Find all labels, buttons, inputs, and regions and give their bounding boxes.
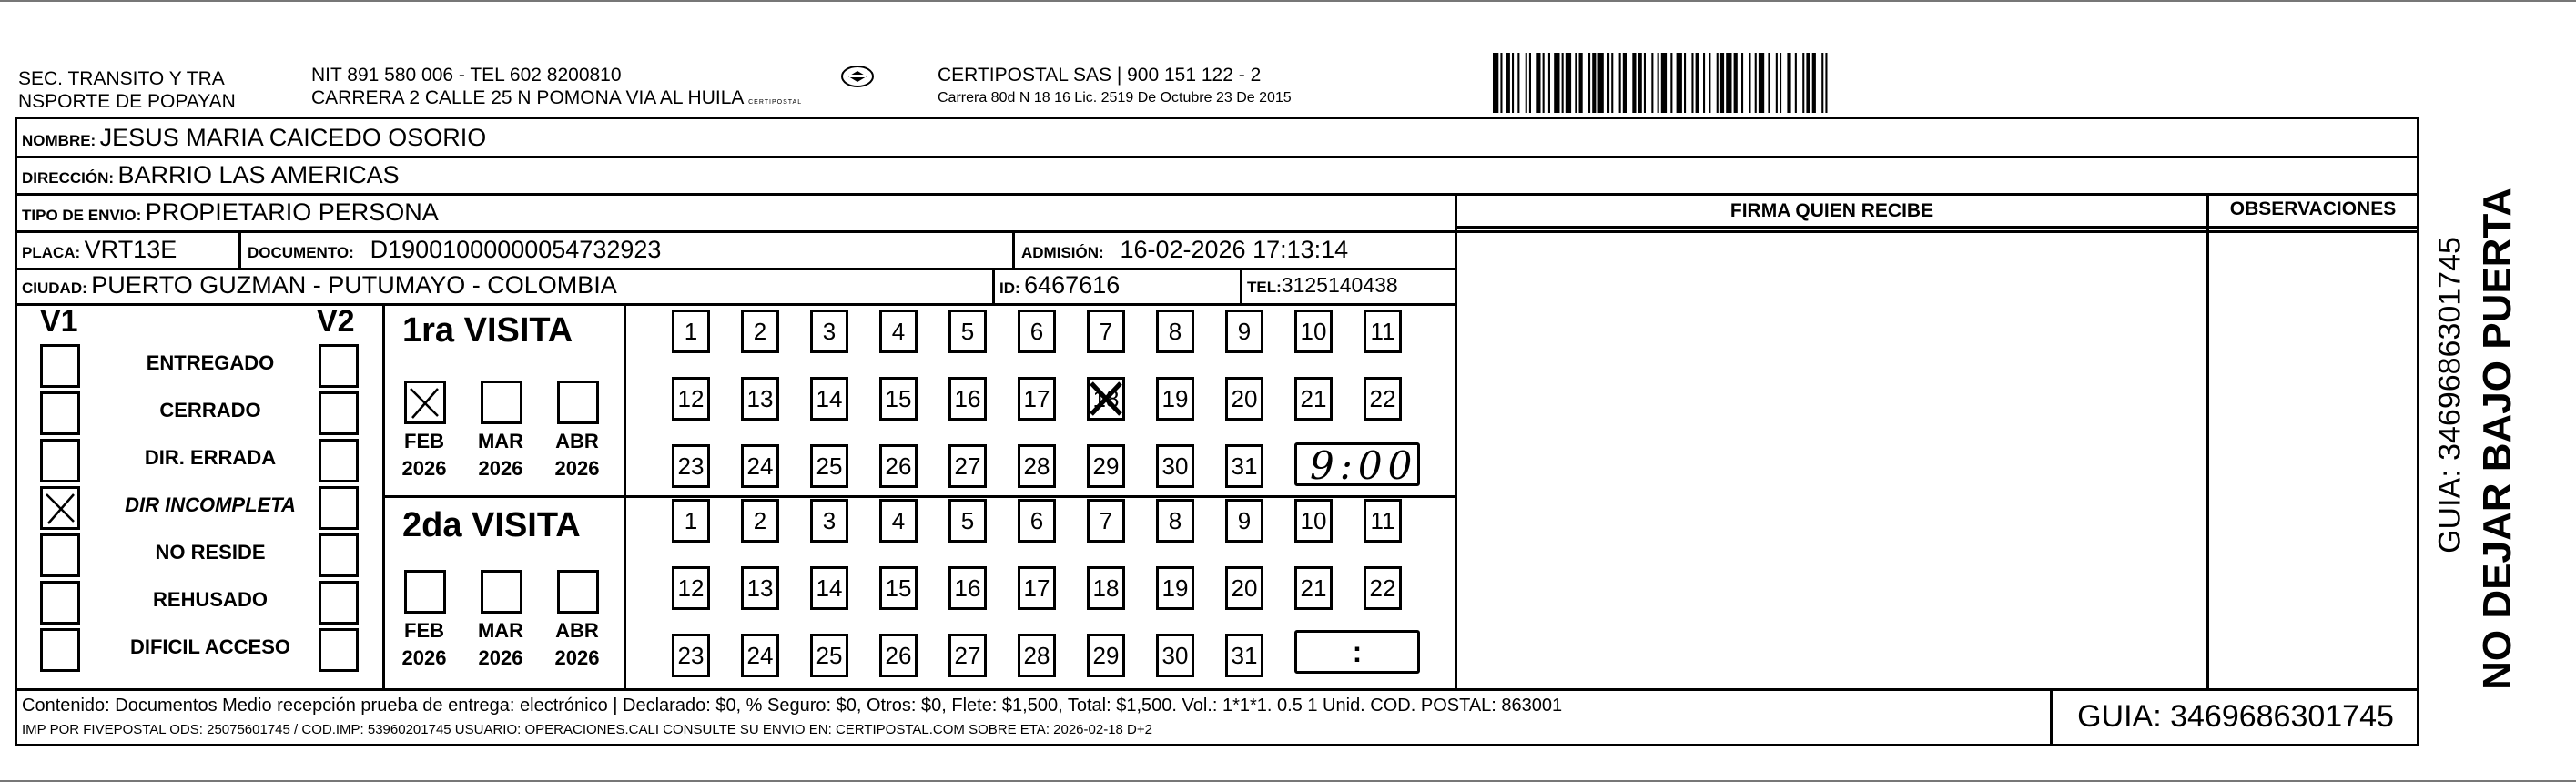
documento-value: D19001000000054732923 [370,236,662,263]
barcode-bar [1821,53,1823,113]
day-box[interactable]: 20 [1225,377,1263,421]
day-box[interactable]: 14 [810,377,848,421]
barcode-bar [1734,53,1738,113]
v2-checkbox[interactable] [319,391,359,435]
barcode-bar [1506,53,1510,113]
barcode-bar [1806,53,1810,113]
tipo-value: PROPIETARIO PERSONA [145,198,439,226]
v1-checkbox[interactable] [40,628,80,672]
barcode-bar [1526,53,1527,113]
day-box[interactable]: 15 [879,377,918,421]
first-visit-time: 9:00 [1310,443,1418,488]
v1-checkbox[interactable] [40,391,80,435]
barcode-bar [1677,53,1682,113]
barcode-bar [1619,53,1621,113]
day-box[interactable]: 29 [1087,444,1125,488]
day-box[interactable]: 2 [741,310,779,353]
day-box[interactable]: 16 [948,566,987,610]
barcode-bar [1611,53,1613,113]
barcode [1493,53,2166,113]
day-box[interactable]: 21 [1294,566,1333,610]
barcode-bar [1802,53,1804,113]
visit-divider [382,495,1456,498]
barcode-bar [1548,53,1550,113]
firma-left-border [1455,193,1457,690]
logo-text: CERTIPOSTAL [748,99,803,106]
tipo-row [22,199,439,229]
day-box[interactable]: 9 [1225,499,1263,543]
sender-line2: NSPORTE DE POPAYAN [18,91,236,112]
carrier-line2: Carrera 80d N 18 16 Lic. 2519 De Octubre 23 De 2015 [938,90,1292,106]
footer-guia: GUIA: 3469686301745 [2077,699,2394,734]
obs-right-border [2417,156,2419,690]
barcode-bar [1795,53,1797,113]
barcode-bar [1717,53,1719,113]
month-name: ABR [555,430,599,452]
day-box[interactable]: 19 [1156,377,1194,421]
day-box[interactable]: 6 [1018,310,1056,353]
barcode-bar [1632,53,1636,113]
barcode-bar [1543,53,1545,113]
placa-value: VRT13E [84,236,177,263]
day-box[interactable]: 16 [948,377,987,421]
day-box[interactable]: 8 [1156,499,1194,543]
top-edge-line [0,0,2576,2]
direccion-row [22,162,400,192]
v1-checkbox[interactable] [40,344,80,388]
id-label: ID: [999,279,1020,297]
tel-value: 3125140438 [1281,273,1398,297]
day-box[interactable]: 11 [1364,499,1402,543]
barcode-bar [1588,53,1590,113]
observaciones-area[interactable] [2210,229,2416,688]
month-checkbox-mar[interactable] [481,570,522,614]
status-label: ENTREGADO [146,351,275,374]
status-label: DIR. ERRADA [144,446,277,469]
v1-checkbox[interactable] [40,533,80,577]
barcode-bar [1512,53,1514,113]
barcode-bar [1703,53,1705,113]
month-name: FEB [404,430,444,452]
row-divider [15,303,1456,306]
day-box[interactable]: 26 [879,444,918,488]
day-box[interactable]: 4 [879,310,918,353]
day-box[interactable]: 7 [1087,310,1125,353]
placa-label: PLACA: [22,244,81,261]
barcode-bar [1825,53,1827,113]
day-box[interactable]: 27 [948,444,987,488]
barcode-bar [1517,53,1519,113]
day-box[interactable]: 5 [948,310,987,353]
address-line: CARRERA 2 CALLE 25 N POMONA VIA AL HUILA CERTIPOSTAL [311,87,803,108]
day-box[interactable]: 29 [1087,634,1125,677]
status-label: CERRADO [159,399,261,421]
nit-line: NIT 891 580 006 - TEL 602 8200810 [311,65,622,86]
v1-checkbox[interactable] [40,581,80,625]
month-checkbox-mar[interactable] [481,381,522,424]
day-box[interactable]: 4 [879,499,918,543]
month-checkbox-feb[interactable] [404,381,446,424]
direccion-value: BARRIO LAS AMERICAS [117,161,400,188]
barcode-bar [1670,53,1672,113]
day-box[interactable]: 10 [1294,499,1333,543]
barcode-bar [1658,53,1659,113]
tipo-label: TIPO DE ENVIO: [22,207,142,224]
admision-label: ADMISIÓN: [1021,244,1104,261]
barcode-bar [1575,53,1577,113]
barcode-bar [1529,53,1531,113]
placa-row [22,237,177,267]
v2-label: V2 [317,304,355,339]
barcode-bar [1709,53,1710,113]
first-visit-title: 1ra VISITA [402,311,573,350]
documento-label: DOCUMENTO: [248,244,354,261]
nombre-label: NOMBRE: [22,132,96,149]
barcode-bar [1579,53,1583,113]
barcode-bar [1493,53,1498,113]
status-label: REHUSADO [153,588,268,611]
certipostal-logo-icon [839,64,876,89]
day-box[interactable]: 14 [810,566,848,610]
status-label: NO RESIDE [155,541,266,564]
day-box[interactable]: 11 [1364,310,1402,353]
carrier-line1: CERTIPOSTAL SAS | 900 151 122 - 2 [938,65,1262,86]
firma-header: FIRMA QUIEN RECIBE [1729,200,1934,221]
barcode-bar [1592,53,1596,113]
day-box[interactable]: 5 [948,499,987,543]
day-box[interactable]: 27 [948,634,987,677]
day-box[interactable]: 25 [810,444,848,488]
day-box[interactable]: 20 [1225,566,1263,610]
no-dejar-warning: NO DEJAR BAJO PUERTA [2475,188,2520,690]
v2-checkbox[interactable] [319,344,359,388]
barcode-bar [1554,53,1559,113]
day-box[interactable]: 3 [810,310,848,353]
day-box[interactable]: 13 [741,377,779,421]
nombre-row [22,125,486,155]
row-divider [15,193,2419,196]
day-box[interactable]: 30 [1156,444,1194,488]
day-box[interactable]: 18 [1087,566,1125,610]
v1-checkbox[interactable] [40,486,80,530]
ciudad-value: PUERTO GUZMAN - PUTUMAYO - COLOMBIA [91,271,617,299]
barcode-bar [1812,53,1816,113]
obs-left-border [2206,193,2209,690]
barcode-bar [1776,53,1778,113]
sender-line1: SEC. TRANSITO Y TRA [18,68,225,89]
month-year: 2026 [554,457,600,480]
day-box[interactable]: 12 [672,377,710,421]
sender-contact [311,64,802,114]
day-box[interactable]: 28 [1018,444,1056,488]
footer-guia-divider [2050,688,2053,746]
id-value: 6467616 [1024,271,1121,299]
footer-top-border [15,688,2419,691]
day-box[interactable]: 17 [1018,377,1056,421]
day-box[interactable]: 6 [1018,499,1056,543]
v1-checkbox[interactable] [40,439,80,482]
v2-checkbox[interactable] [319,439,359,482]
admision-value: 16-02-2026 17:13:14 [1120,236,1349,263]
month-checkbox-abr[interactable] [557,570,599,614]
month-year: 2026 [401,646,447,669]
firma-area[interactable] [1458,229,2205,688]
observaciones-header: OBSERVACIONES [2229,198,2397,219]
tel-label: TEL: [1247,279,1282,296]
direccion-label: DIRECCIÓN: [22,169,115,187]
second-visit-time-box[interactable] [1294,630,1420,674]
footer-contenido: Contenido: Documentos Medio recepción prueba de entrega: electrónico | Declarado: $0, % Seguro: $0, Otros: $0, Flete: $1,500, Total: $1,500. Vol.: 1*1*1. 0.5 1 Unid. COD. POSTAL: 863001 [22,696,1563,716]
barcode-bar [1696,53,1699,113]
month-checkbox-abr[interactable] [557,381,599,424]
id-row [999,272,1120,302]
first-visit-time-box[interactable] [1294,442,1420,486]
day-box[interactable]: 31 [1225,634,1263,677]
day-box[interactable]: 26 [879,634,918,677]
day-box[interactable]: 23 [672,444,710,488]
firma-header-divider [1455,226,2419,229]
cell-divider [1240,268,1242,303]
guia-vertical: GUIA: 3469686301745 [2432,237,2468,553]
day-box[interactable]: 23 [672,634,710,677]
v1-label: V1 [40,304,78,339]
second-visit-time: : [1352,635,1363,668]
v2-checkbox[interactable] [319,628,359,672]
day-box[interactable]: 22 [1364,566,1402,610]
month-name: ABR [555,619,599,642]
month-checkbox-feb[interactable] [404,570,446,614]
status-label: DIFICIL ACCESO [129,635,290,658]
month-name: MAR [477,430,524,452]
barcode-bar [1755,53,1757,113]
nombre-value: JESUS MARIA CAICEDO OSORIO [99,124,487,151]
month-year: 2026 [554,646,600,669]
day-box[interactable]: 24 [741,634,779,677]
day-box[interactable]: 10 [1294,310,1333,353]
documento-row [248,237,661,267]
sender-name [18,67,236,113]
barcode-bar [1562,53,1564,113]
barcode-bar [1768,53,1770,113]
barcode-bar [1623,53,1627,113]
barcode-bar [1661,53,1667,113]
row-divider [15,156,2419,158]
month-year: 2026 [478,457,523,480]
barcode-bar [1607,53,1609,113]
day-box[interactable]: 30 [1156,634,1194,677]
barcode-bar [1684,53,1686,113]
barcode-bar [1720,53,1724,113]
month-name: FEB [404,619,444,642]
barcode-bar [1726,53,1731,113]
barcode-bar [1638,53,1642,113]
barcode-bar [1536,53,1540,113]
second-visit-title: 2da VISITA [402,506,581,544]
day-box[interactable]: 12 [672,566,710,610]
barcode-bar [1644,53,1646,113]
day-box[interactable]: 13 [741,566,779,610]
month-year: 2026 [478,646,523,669]
barcode-bar [1741,53,1743,113]
barcode-bar [1749,53,1750,113]
day-box[interactable]: 15 [879,566,918,610]
day-box[interactable]: 2 [741,499,779,543]
ciudad-label: CIUDAD: [22,279,87,297]
day-box[interactable]: 21 [1294,377,1333,421]
day-box[interactable]: 24 [741,444,779,488]
cell-divider [992,268,995,303]
cell-divider [238,230,241,268]
day-box[interactable]: 31 [1225,444,1263,488]
day-box[interactable]: 1 [672,499,710,543]
day-box[interactable]: 3 [810,499,848,543]
barcode-bar [1787,53,1790,113]
day-box[interactable]: 28 [1018,634,1056,677]
day-box[interactable]: 9 [1225,310,1263,353]
day-box[interactable]: 19 [1156,566,1194,610]
day-box[interactable]: 17 [1018,566,1056,610]
barcode-bar [1691,53,1693,113]
day-box[interactable]: 8 [1156,310,1194,353]
day-box[interactable]: 22 [1364,377,1402,421]
cell-divider [1012,230,1015,268]
v2-checkbox[interactable] [319,581,359,625]
barcode-bar [1598,53,1604,113]
barcode-bar [1651,53,1653,113]
footer-imp-line: IMP POR FIVEPOSTAL ODS: 25075601745 / COD.IMP: 53960201745 USUARIO: OPERACIONES.CALI CONSULTE SU ENVIO EN: CERTIPOSTAL.COM SOBRE ETA: 2026-02-18 D+2 [22,722,1152,737]
day-box[interactable]: 7 [1087,499,1125,543]
barcode-bar [1500,53,1502,113]
barcode-bar [1780,53,1781,113]
day-box[interactable]: 25 [810,634,848,677]
month-year: 2026 [401,457,447,480]
ciudad-row [22,272,617,302]
v2-checkbox[interactable] [319,486,359,530]
admision-row [1021,237,1348,267]
status-label: DIR INCOMPLETA [125,493,296,516]
month-name: MAR [477,619,524,642]
barcode-bar [1759,53,1764,113]
barcode-bar [1566,53,1571,113]
tel-row [1247,272,1398,301]
carrier-info [938,64,1292,109]
day-box[interactable]: 1 [672,310,710,353]
v2-checkbox[interactable] [319,533,359,577]
day-number: 18 [1092,385,1120,412]
day-box[interactable] [1087,377,1125,421]
